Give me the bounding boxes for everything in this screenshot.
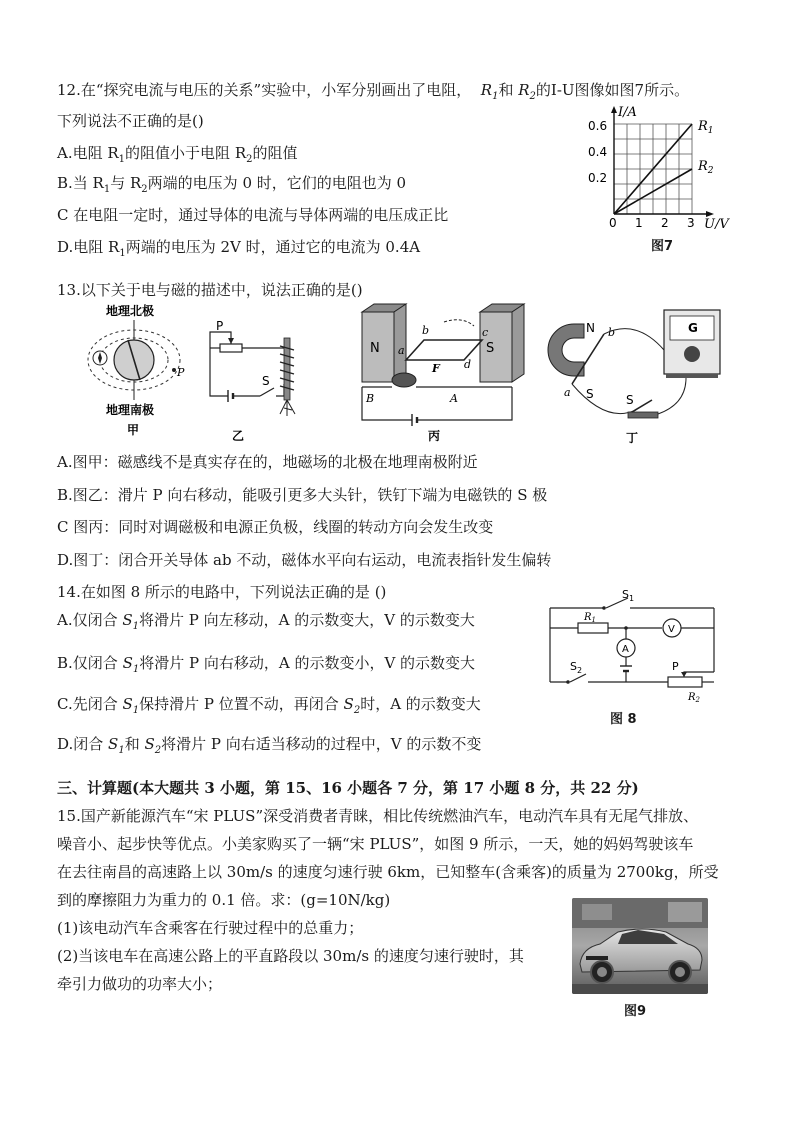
y-tick-0-6: 0.6 — [588, 119, 608, 133]
switch — [628, 412, 658, 418]
svg-text:b: b — [608, 326, 616, 339]
q15-para-line2: 噪音小、起步快等优点。小美家购买了一辆“宋 PLUS”，如图 9 所示，一天，她的妈妈驾驶该车 — [57, 835, 694, 853]
svg-text:A: A — [622, 644, 629, 655]
figure-jia-earth-magnetism — [80, 302, 190, 442]
svg-text:S1: $S_1$ — [622, 588, 635, 603]
q12-option-d: D.电阻 $R_1$两端的电压为 2V 时，通过它的电流为 0.4A — [57, 238, 421, 259]
label-point-p: P — [177, 366, 185, 379]
label-s-magnet: S — [586, 387, 594, 401]
x-tick-3: 3 — [687, 216, 695, 229]
rheostat — [220, 344, 242, 352]
svg-text:a: a — [564, 386, 571, 399]
q12-option-b: B.当 $R_1$与 $R_2$两端的电压为 0 时，它们的电阻也为 0 — [57, 174, 407, 195]
q13-option-d: D.图丁：闭合开关导体 ab 不动，磁体水平向右运动，电流表指针发生偏转 — [57, 551, 552, 569]
q12-stem-line2: 下列说法不正确的是() — [57, 112, 204, 130]
q15-para-line4: 到的摩擦阻力为重力的 0.1 倍。求：(g=10N/kg) — [57, 891, 391, 909]
q14-option-d: D.闭合 $S_1$和 $S_2$将滑片 P 向右适当移动的过程中，V 的示数不变 — [57, 735, 482, 756]
magnet-s — [480, 312, 512, 382]
y-axis-arrow — [611, 106, 617, 113]
resistor-r1 — [578, 623, 608, 633]
svg-text:B: B — [366, 392, 375, 405]
svg-text:A: A — [450, 392, 458, 405]
circuit-svg — [544, 586, 720, 706]
svg-text:R1: $R_1$ — [584, 612, 596, 624]
y-tick-0-2: 0.2 — [588, 171, 608, 185]
label-geo-south: 地理南极 — [106, 403, 155, 417]
car-illustration — [572, 898, 708, 994]
figure-9-car-photo — [572, 898, 708, 994]
switch-s2 — [570, 674, 586, 682]
induction-svg — [536, 304, 736, 446]
svg-text:b: b — [422, 324, 430, 337]
label-s: S — [486, 341, 495, 356]
y-axis-label: I/A — [618, 105, 637, 120]
motor-svg — [352, 302, 532, 442]
iu-graph-svg — [584, 104, 734, 229]
commutator — [392, 373, 416, 387]
q14-option-b: B.仅闭合 $S_1$将滑片 P 向右移动，A 的示数变小，V 的示数变大 — [57, 654, 476, 675]
q14-stem: 14.在如图 8 所示的电路中，下列说法正确的是 () — [57, 583, 387, 601]
q14-option-a: A.仅闭合 $S_1$将滑片 P 向左移动，A 的示数变大，V 的示数变大 — [57, 611, 475, 632]
x-tick-0: 0 — [609, 216, 617, 229]
caption-ding: 丁 — [626, 431, 639, 445]
q13-option-a: A.图甲：磁感线不是真实存在的，地磁场的北极在地理南极附近 — [57, 453, 478, 471]
x-axis-label: U/V — [704, 217, 729, 229]
q14-option-c: C.先闭合 $S_1$保持滑片 P 位置不动，再闭合 $S_2$时，A 的示数变大 — [57, 695, 481, 716]
q15-subq2-line1: (2)当该电车在高速公路上的平直路段以 30m/s 的速度匀速行驶时，其 — [57, 947, 524, 965]
figure-ding-induction — [536, 304, 736, 446]
y-tick-0-4: 0.4 — [588, 145, 608, 159]
series-label-r2: $R_2$ — [698, 159, 714, 176]
label-s-switch: S — [626, 393, 634, 407]
svg-text:c: c — [482, 326, 489, 339]
figure-8-circuit — [544, 586, 720, 706]
caption-yi: 乙 — [232, 429, 245, 443]
figure-7-iu-graph — [584, 104, 734, 229]
figure-bing-motor — [352, 302, 532, 442]
svg-text:S2: $S_2$ — [570, 660, 583, 675]
q15-subq2-line2: 牵引力做功的功率大小； — [57, 975, 223, 993]
pins — [280, 400, 295, 416]
conductor-ab — [572, 334, 604, 384]
label-g: G — [688, 321, 698, 335]
label-switch-s: S — [262, 374, 270, 388]
q15-para-line3: 在去往南昌的高速路上以 30m/s 的速度匀速行驶 6km，已知整车(含乘客)的质量为 2700kg，所受 — [57, 863, 719, 881]
earth-field-svg — [80, 302, 190, 442]
svg-text:a: a — [398, 344, 405, 357]
figure-yi-electromagnet — [202, 318, 322, 443]
svg-text:P: P — [672, 660, 679, 673]
q15-para-line1: 15.国产新能源汽车“宋 PLUS”深受消费者青睐，相比传统燃油汽车，电动汽车具有无尾气排放、 — [57, 807, 699, 825]
svg-text:V: V — [668, 624, 675, 635]
section-3-title: 三、计算题(本大题共 3 小题，第 15、16 小题各 7 分，第 17 小题 8 分，共 22 分) — [57, 779, 639, 797]
q12-option-a: A.电阻 $R_1$的阻值小于电阻 $R_2$的阻值 — [57, 144, 298, 165]
svg-text:R2: $R_2$ — [688, 692, 700, 704]
label-n: N — [586, 321, 595, 335]
label-slider-p: P — [216, 319, 224, 333]
q13-option-c: C 图丙：同时对调磁极和电源正负极，线圈的转动方向会发生改变 — [57, 518, 494, 536]
q15-subq1: (1)该电动汽车含乘客在行驶过程中的总重力； — [57, 919, 364, 937]
q13-stem: 13.以下关于电与磁的描述中，说法正确的是() — [57, 281, 363, 299]
electromagnet-svg — [202, 318, 322, 443]
figure-9-caption: 图9 — [624, 1004, 647, 1019]
label-n: N — [370, 341, 380, 356]
q12-stem-line1: 12.在“探究电流与电压的关系”实验中，小军分别画出了电阻， $R_1$和 $R_2$的I-U图像如图7所示。 — [57, 81, 690, 102]
rheostat-r2 — [668, 677, 702, 687]
svg-text:F: F — [432, 362, 440, 375]
caption-bing: 丙 — [428, 429, 441, 442]
series-label-r1: $R_1$ — [698, 119, 714, 136]
svg-text:d: d — [464, 358, 472, 371]
x-tick-1: 1 — [635, 216, 643, 229]
coil — [406, 340, 482, 360]
label-geo-north: 地理北极 — [106, 304, 155, 318]
q12-option-c: C 在电阻一定时，通过导体的电流与导体两端的电压成正比 — [57, 206, 449, 224]
figure-7-caption: 图7 — [651, 239, 674, 254]
figure-8-caption: 图 8 — [610, 712, 637, 727]
caption-jia: 甲 — [127, 423, 140, 437]
x-tick-2: 2 — [661, 216, 669, 229]
u-magnet — [548, 324, 584, 376]
q13-option-b: B.图乙：滑片 P 向右移动，能吸引更多大头针，铁钉下端为电磁铁的 S 极 — [57, 486, 548, 504]
